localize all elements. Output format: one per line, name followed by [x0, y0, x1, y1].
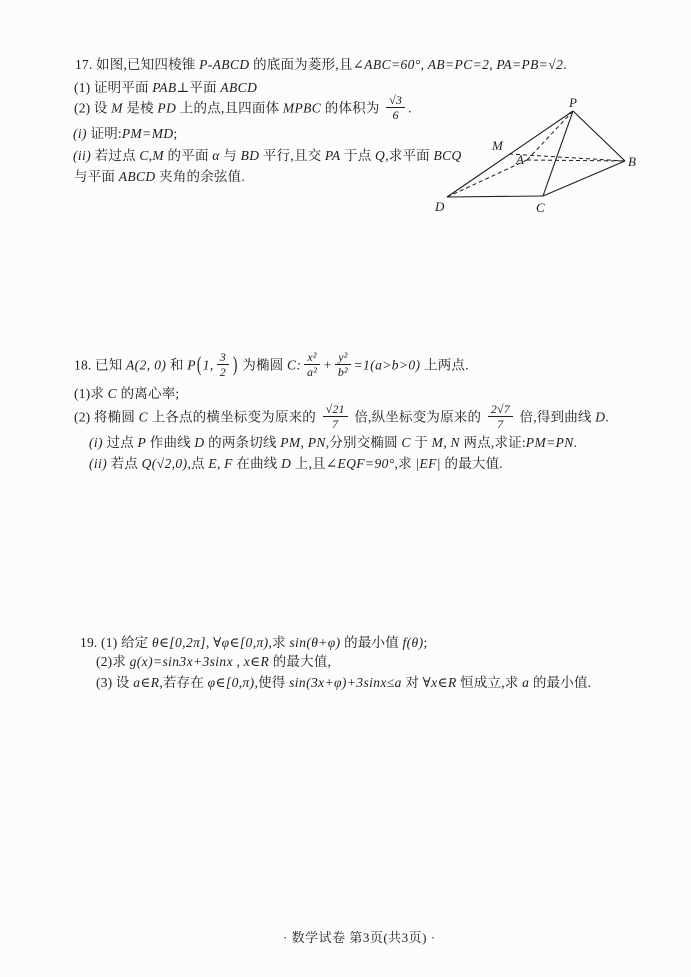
text-segment: 在曲线 — [232, 456, 282, 471]
math-segment: (i) — [89, 435, 103, 450]
math-segment: C — [138, 409, 148, 425]
text-segment: 倍,得到曲线 — [515, 409, 596, 425]
math-segment: sin(3x+φ)+3sinx≤a — [289, 675, 402, 690]
math-segment: ∠EQF=90° — [325, 456, 395, 471]
math-segment: C — [139, 148, 149, 163]
math-segment: + — [322, 357, 333, 373]
text-segment: (2) 将椭圆 — [74, 409, 139, 425]
math-segment: MPBC — [282, 100, 322, 116]
text-segment: . — [573, 435, 578, 450]
math-segment: M — [111, 100, 123, 116]
text-segment: (2)求 — [96, 654, 130, 669]
math-segment: ABCD — [220, 80, 258, 95]
problem-line — [80, 631, 427, 651]
text-segment: . — [605, 409, 609, 425]
text-segment: 夹角的余弦值. — [155, 169, 245, 184]
problem-line — [73, 122, 177, 142]
text-segment: ; — [423, 635, 428, 650]
text-segment: 上,且 — [291, 456, 326, 471]
problem-line — [74, 165, 245, 185]
math-segment: PM=MD — [121, 126, 174, 141]
math-segment: 1, — [202, 357, 214, 373]
fraction: $\frac{2√7}{7}$ — [488, 403, 513, 431]
text-segment: 的最小值 — [340, 635, 403, 650]
text-segment: 是棱 — [122, 100, 158, 116]
text-segment: 恒成立,求 — [456, 675, 523, 690]
math-segment: f(θ) — [402, 635, 424, 650]
math-segment: (ii) — [89, 456, 108, 471]
vertex-label-p: P — [569, 95, 577, 110]
math-segment: φ∈[0,π) — [207, 675, 255, 690]
text-segment: , — [217, 456, 225, 471]
problem-line — [89, 452, 503, 472]
text-segment: 上各点的横坐标变为原来的 — [148, 409, 320, 425]
math-segment: D — [194, 435, 205, 450]
edge-pc — [543, 111, 573, 196]
math-segment: P — [137, 435, 147, 450]
math-segment: g(x)=sin3x+3sinx — [129, 654, 233, 669]
math-segment: θ∈[0,2π] — [151, 635, 206, 650]
math-segment: M — [152, 148, 164, 163]
text-segment: 的最大值, — [269, 654, 332, 669]
text-segment: 为椭圆 — [238, 357, 288, 373]
math-segment: a∈R — [133, 675, 160, 690]
text-segment: (1) 证明平面 — [74, 80, 153, 95]
text-segment: 若点 — [107, 456, 142, 471]
text-segment: 17. 如图,已知四棱锥 — [75, 57, 200, 72]
fraction: $\frac{√21}{7}$ — [323, 403, 348, 431]
text-segment: 的两条切线 — [204, 435, 281, 450]
text-segment: , — [420, 57, 428, 72]
math-segment: BCQ — [433, 148, 462, 163]
text-segment: , — [443, 435, 451, 450]
text-segment: ; — [173, 126, 178, 141]
math-segment: C — [401, 435, 411, 450]
math-segment: ( — [196, 352, 202, 377]
text-segment: 倍,纵坐标变为原来的 — [350, 409, 485, 425]
text-segment: 过点 — [102, 435, 138, 450]
text-segment: ,点 — [187, 456, 209, 471]
math-segment: A(2, 0) — [126, 357, 167, 373]
math-segment: ∀φ∈[0,π) — [213, 635, 269, 650]
math-segment: PM=PN — [525, 435, 574, 450]
text-segment: 上的点,且四面体 — [176, 100, 283, 116]
math-segment: P — [187, 357, 196, 373]
text-segment: ,求平面 — [385, 148, 434, 163]
vertex-label-c: C — [536, 200, 545, 215]
math-segment: PA=PB=√2 — [496, 57, 564, 72]
math-segment: ABCD — [118, 169, 156, 184]
problem-line — [75, 53, 567, 73]
text-segment: 证明: — [86, 126, 122, 141]
math-segment: PM — [280, 435, 301, 450]
text-segment: 上两点. — [420, 357, 469, 373]
math-segment: P-ABCD — [199, 57, 250, 72]
edge-pb — [573, 111, 625, 161]
text-segment: 于点 — [340, 148, 376, 163]
pyramid-figure — [433, 86, 673, 218]
math-segment: E — [208, 456, 217, 471]
text-segment: 18. 已知 — [74, 357, 127, 373]
math-segment: ∀x∈R — [422, 675, 457, 690]
text-segment: ,若存在 — [159, 675, 208, 690]
text-segment: 的底面为菱形,且 — [249, 57, 353, 72]
text-segment: . — [563, 57, 567, 72]
edge-pa-dashed — [527, 111, 573, 160]
text-segment: 的最大值. — [440, 456, 503, 471]
text-segment: , — [489, 57, 497, 72]
text-segment: ⊥平面 — [176, 80, 221, 95]
math-segment: PA — [324, 148, 341, 163]
math-segment: PN — [307, 435, 326, 450]
text-segment: (2) 设 — [74, 100, 112, 116]
problem-line — [89, 431, 577, 451]
problem-line — [96, 650, 331, 670]
problem-line — [73, 144, 462, 164]
text-segment: 于 — [410, 435, 432, 450]
math-segment: ∠ABC=60° — [352, 57, 421, 72]
text-segment: 的离心率; — [117, 386, 180, 401]
text-segment: 与平面 — [74, 169, 119, 184]
edge-dc — [447, 196, 543, 197]
math-segment: a — [522, 675, 530, 690]
text-segment: ,求 — [394, 456, 416, 471]
text-segment: 作曲线 — [146, 435, 195, 450]
fraction: $\frac{\text{x²}}{\text{a²}}$ — [304, 351, 319, 379]
edge-cb — [543, 161, 625, 196]
problem-line — [96, 671, 591, 691]
edge-ad-dashed — [447, 160, 527, 197]
text-segment: 19. (1) 给定 — [80, 635, 152, 650]
text-segment: ,分别交椭圆 — [325, 435, 402, 450]
math-segment: =1(a>b>0) — [353, 357, 421, 373]
math-segment: C: — [287, 357, 302, 373]
text-segment: (1)求 — [74, 386, 108, 401]
fraction: $\frac{\text{y²}}{\text{b²}}$ — [335, 351, 350, 379]
text-segment: 平行,且交 — [259, 148, 325, 163]
text-segment: ,求 — [268, 635, 290, 650]
page-footer: · 数学试卷 第3页(共3页) · — [283, 930, 436, 945]
text-segment: 的最小值. — [529, 675, 592, 690]
math-segment: F — [224, 456, 233, 471]
math-segment: M — [431, 435, 444, 450]
math-segment: PD — [157, 100, 177, 116]
text-segment: , — [148, 148, 153, 163]
text-segment: . — [408, 100, 412, 116]
vertex-label-d: D — [435, 199, 445, 214]
problem-line — [74, 404, 609, 432]
text-segment: (3) 设 — [96, 675, 134, 690]
math-segment: (ii) — [73, 148, 92, 163]
math-segment: Q — [375, 148, 386, 163]
math-segment: AB=PC=2 — [427, 57, 490, 72]
text-segment: 两点,求证: — [459, 435, 526, 450]
math-segment: BD — [240, 148, 260, 163]
math-segment: C — [107, 386, 118, 401]
text-segment: 若过点 — [91, 148, 140, 163]
fraction: $\frac{3}{2}$ — [217, 351, 229, 379]
text-segment: 的平面 — [163, 148, 213, 163]
text-segment: , — [300, 435, 308, 450]
math-segment: |EF| — [415, 456, 441, 471]
math-segment: x∈R — [243, 654, 270, 669]
text-segment: 的体积为 — [321, 100, 384, 116]
vertex-label-b: B — [628, 154, 636, 169]
math-segment: α — [212, 148, 220, 163]
problem-line — [74, 352, 469, 380]
math-segment: N — [450, 435, 460, 450]
math-segment: ) — [232, 352, 238, 377]
vertex-label-a: A — [516, 152, 524, 167]
math-segment: sin(θ+φ) — [289, 635, 341, 650]
math-segment: (i) — [73, 126, 87, 141]
vertex-label-m: M — [492, 138, 503, 153]
text-segment: , — [232, 654, 244, 669]
text-segment: ,使得 — [254, 675, 290, 690]
problem-line — [74, 76, 257, 96]
text-segment: 和 — [166, 357, 188, 373]
text-segment: 与 — [219, 148, 241, 163]
text-segment: 对 — [401, 675, 423, 690]
math-segment: PAB — [152, 80, 177, 95]
text-segment: , — [205, 635, 214, 650]
fraction: $\frac{√3}{6}$ — [386, 94, 405, 122]
math-segment: Q(√2,0) — [141, 456, 188, 471]
math-segment: D — [595, 409, 606, 425]
problem-line — [74, 382, 179, 402]
problem-line — [74, 95, 412, 123]
math-segment: D — [281, 456, 292, 471]
